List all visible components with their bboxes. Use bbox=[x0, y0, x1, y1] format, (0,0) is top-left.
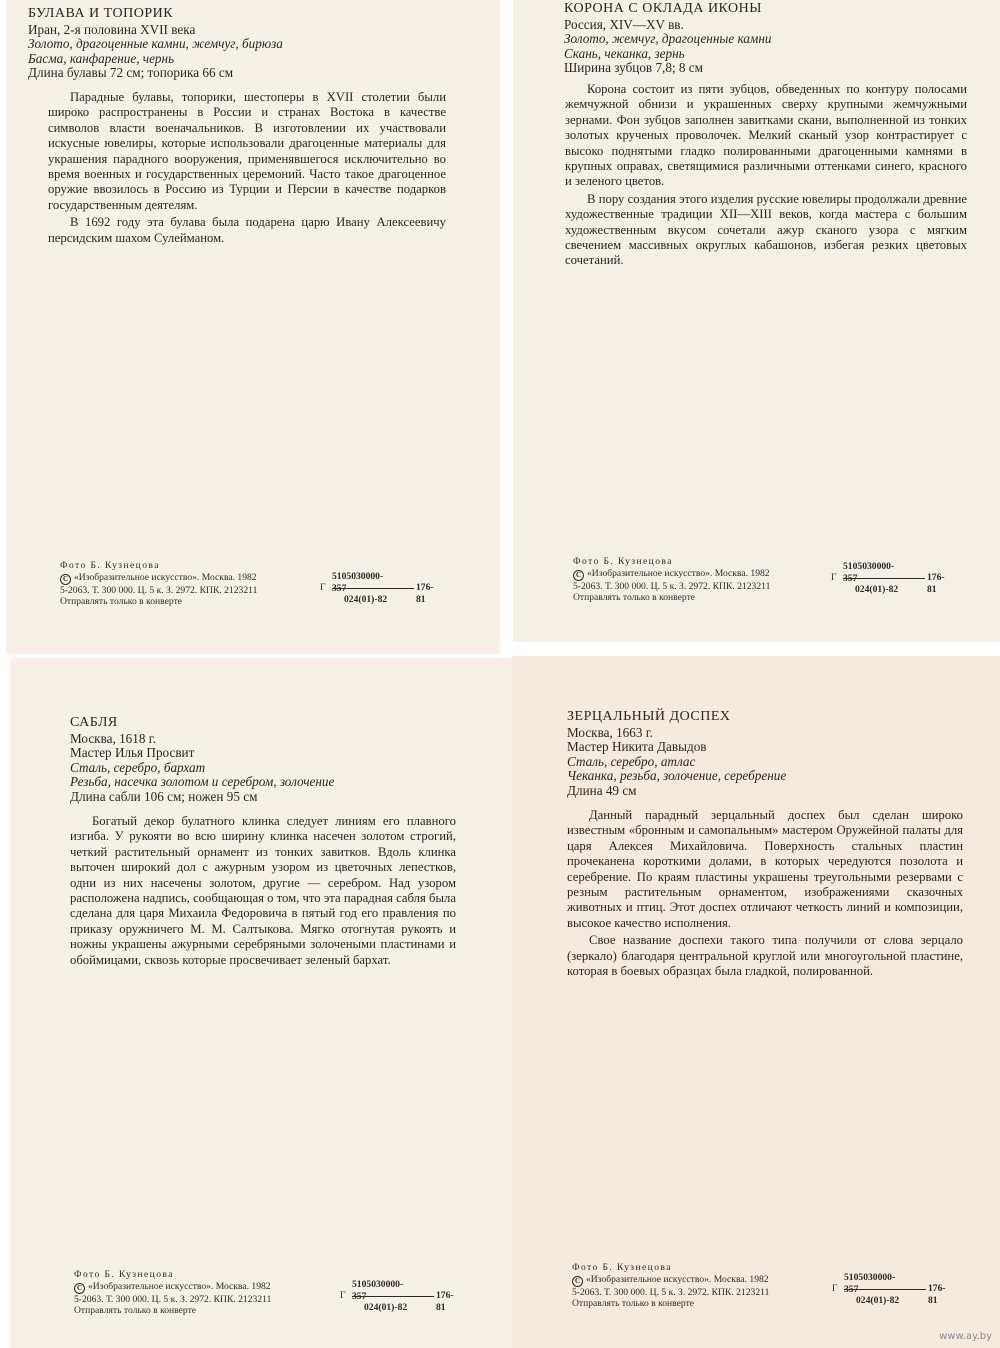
card-size: Длина булавы 72 см; топорика 66 см bbox=[28, 65, 234, 81]
photo-credit: Фото Б. Кузнецова bbox=[573, 556, 673, 567]
copyright-icon: C bbox=[60, 574, 71, 585]
description-paragraph: Парадные булавы, топорики, шестоперы в XVII столетии были широко распространены в России и странах Востока в качестве символов власти военачальников. В изготовлении их участвовали искусные ювелиры, которые использовали драгоценные материалы для украшения парадного вооружения, применявшегося исключительно во время военных и государственных церемоний. Часто такое драгоценное оружие ввозилось в Россию из Турции и Персии в качестве подарков государственным деятелям. bbox=[48, 90, 446, 212]
watermark: www.ay.by bbox=[939, 1331, 992, 1342]
card-technique: Резьба, насечка золотом и серебром, золочение bbox=[70, 774, 335, 790]
card-origin: Москва, 1618 г. bbox=[70, 730, 156, 746]
card-description bbox=[565, 82, 967, 269]
card-materials: Золото, жемчуг, драгоценные камни bbox=[564, 31, 772, 47]
print-info: 5-2063. Т. 300 000. Ц. 5 к. З. 2972. КПК. 2123211 bbox=[573, 580, 771, 592]
card-description bbox=[70, 814, 456, 968]
card-description bbox=[48, 90, 446, 246]
postcard-sabre: САБЛЯ Москва, 1618 г. Мастер Илья Просвит Сталь, серебро, бархат Резьба, насечка золотом и серебром, золочение Длина сабли 106 см; ножен 95 см Богатый декор булатного клинка следует линиям его плавного изгиба. У рукояти во всю ширину клинка насечен золотом строгий, четкий растительный орнамент из тонких завитков. Вдоль клинка выточен широкий дол с ажурным узором из цветочных лепестков, одни из них насечены золотом, другие — серебром. Над узором расположена надпись, сообщающая о том, что эта парадная сабля была сделана для царя Михаила Федоровича в пятый год его правления по приказу оружничего М. М. Салтыкова. Мягко отогнутая рукоять и ножны украшены ажурными серебряными золочеными пластинами и обоймицами, сквозь которые просвечивает зеленый бархат. Фото Б. Кузнецова C «Изобразительное искусство». Москва. 1982 5-2063. Т. 300 000. Ц. 5 к. З. 2972. КПК. 2123211 Отправлять только в конверте Г 5105030000-357 176-81 024(01)-82 bbox=[10, 658, 516, 1348]
card-master: Мастер Никита Давыдов bbox=[567, 739, 707, 755]
description-paragraph: Свое название доспехи такого типа получили от слова зерцало (зеркало) благодаря центральной круглой или многоугольной пластине, которая в боевых образцах была гладкой, полированной. bbox=[567, 933, 963, 979]
description-paragraph: Данный парадный зерцальный доспех был сделан широко известным «бронным и самопальным» мастером Оружейной палаты для царя Алексея Михайловича. Поверхность стальных пластин прочеканена короткими долами, в которых чередуются позолота и серебрение. По краям пластины украшены треугольными резервами с резным растительным орнаментом, изображениями сказочных животных и птиц. Этот доспех отличают четкость линий и композиции, высокое качество исполнения. bbox=[567, 808, 963, 930]
card-materials: Сталь, серебро, бархат bbox=[70, 759, 206, 775]
photo-credit: Фото Б. Кузнецова bbox=[60, 560, 160, 571]
card-size: Ширина зубцов 7,8; 8 см bbox=[564, 60, 703, 76]
card-technique: Скань, чеканка, зернь bbox=[564, 45, 685, 61]
photo-credit: Фото Б. Кузнецова bbox=[572, 1262, 672, 1273]
photo-credit: Фото Б. Кузнецова bbox=[74, 1269, 174, 1280]
postcard-icon-crown: КОРОНА С ОКЛАДА ИКОНЫ Россия, XIV—XV вв. Золото, жемчуг, драгоценные камни Скань, чеканка, зернь Ширина зубцов 7,8; 8 см Корона состоит из пяти зубцов, обведенных по контуру полосами жемчужной обнизи и украшенных сверху крупными жемчужными зернами. Фон зубцов заполнен завитками скани, выполненной из тонких золотых крученых проволочек. Мелкий сканый узор контрастирует с высоко поднятыми гладко полированными драгоценными камнями в крупных оправах, светящимися различными оттенками синего, красного и зеленого цветов. В пору создания этого изделия русские ювелиры продолжали древние художественные традиции XII—XIII веков, когда мастера с большим художественным вкусом сочетали ажур сканого узора с мягким свечением массивных округлых кабашонов, избегая резких цветовых сочетаний. Фото Б. Кузнецова C «Изобразительное искусство». Москва. 1982 5-2063. Т. 300 000. Ц. 5 к. З. 2972. КПК. 2123211 Отправлять только в конверте Г 5105030000-357 176-81 024(01)-82 bbox=[513, 0, 1000, 642]
copyright-line: C «Изобразительное искусство». Москва. 1982 bbox=[573, 568, 770, 581]
copyright-line: C «Изобразительное искусство». Москва. 1982 bbox=[572, 1274, 769, 1287]
card-origin: Россия, XIV—XV вв. bbox=[564, 16, 684, 32]
description-paragraph: Корона состоит из пяти зубцов, обведенных по контуру полосами жемчужной обнизи и украшенных сверху крупными жемчужными зернами. Фон зубцов заполнен завитками скани, выполненной из тонких золотых крученых проволочек. Мелкий сканый узор контрастирует с высоко поднятыми гладко полированными драгоценными камнями в крупных оправах, светящимися различными оттенками синего, красного и зеленого цветов. bbox=[565, 82, 967, 189]
description-paragraph: В 1692 году эта булава была подарена царю Ивану Алексеевичу персидским шахом Сулейманом. bbox=[48, 215, 446, 245]
copyright-line: C «Изобразительное искусство». Москва. 1982 bbox=[60, 572, 257, 585]
copyright-icon: C bbox=[74, 1283, 85, 1294]
print-info: 5-2063. Т. 300 000. Ц. 5 к. З. 2972. КПК. 2123211 bbox=[572, 1286, 770, 1298]
card-materials: Золото, драгоценные камни, жемчуг, бирюза bbox=[28, 36, 283, 52]
copyright-line: C «Изобразительное искусство». Москва. 1982 bbox=[74, 1281, 271, 1294]
postcard-mirror-armour: ЗЕРЦАЛЬНЫЙ ДОСПЕХ Москва, 1663 г. Мастер Никита Давыдов Сталь, серебро, атлас Чеканка, резьба, золочение, серебрение Длина 49 см Данный парадный зерцальный доспех был сделан широко известным «бронным и самопальным» мастером Оружейной палаты для царя Алексея Михайловича. Поверхность стальных пластин прочеканена короткими долами, в которых чередуются позолота и серебрение. По краям пластины украшены треугольными резервами с резным растительным орнаментом, изображениями сказочных животных и птиц. Этот доспех отличают четкость линий и композиции, высокое качество исполнения. Свое название доспехи такого типа получили от слова зерцало (зеркало) благодаря центральной круглой или многоугольной пластине, которая в боевых образцах была гладкой, полированной. Фото Б. Кузнецова C «Изобразительное искусство». Москва. 1982 5-2063. Т. 300 000. Ц. 5 к. З. 2972. КПК. 2123211 Отправлять только в конверте Г 5105030000-357 176-81 024(01)-82 bbox=[512, 656, 1000, 1348]
copyright-icon: C bbox=[572, 1276, 583, 1287]
imprint-block bbox=[74, 1269, 271, 1317]
envelope-note: Отправлять только в конверте bbox=[572, 1298, 695, 1310]
card-header bbox=[567, 710, 987, 799]
card-title: САБЛЯ bbox=[70, 715, 118, 730]
envelope-note: Отправлять только в конверте bbox=[573, 592, 696, 604]
card-materials: Сталь, серебро, атлас bbox=[567, 753, 696, 769]
print-info: 5-2063. Т. 300 000. Ц. 5 к. З. 2972. КПК. 2123211 bbox=[60, 584, 258, 596]
print-info: 5-2063. Т. 300 000. Ц. 5 к. З. 2972. КПК. 2123211 bbox=[74, 1293, 272, 1305]
copyright-icon: C bbox=[573, 570, 584, 581]
description-paragraph: В пору создания этого изделия русские ювелиры продолжали древние художественные традиции XII—XIII веков, когда мастера с большим художественным вкусом сочетали ажур сканого узора с мягким свечением массивных округлых кабашонов, избегая резких цветовых сочетаний. bbox=[565, 191, 967, 268]
card-master: Мастер Илья Просвит bbox=[70, 745, 195, 761]
card-header bbox=[564, 2, 994, 76]
card-title: ЗЕРЦАЛЬНЫЙ ДОСПЕХ bbox=[567, 709, 731, 724]
card-size: Длина 49 см bbox=[567, 782, 637, 798]
imprint-block bbox=[573, 556, 770, 604]
envelope-note: Отправлять только в конверте bbox=[74, 1305, 197, 1317]
card-header bbox=[28, 7, 488, 81]
card-title: БУЛАВА И ТОПОРИК bbox=[28, 6, 174, 21]
imprint-block bbox=[572, 1262, 769, 1310]
card-origin: Иран, 2-я половина XVII века bbox=[28, 21, 196, 37]
card-header bbox=[70, 716, 500, 805]
card-size: Длина сабли 106 см; ножен 95 см bbox=[70, 788, 258, 804]
envelope-note: Отправлять только в конверте bbox=[60, 596, 183, 608]
card-description bbox=[567, 808, 963, 979]
postcard-mace-and-axe: БУЛАВА И ТОПОРИК Иран, 2-я половина XVII века Золото, драгоценные камни, жемчуг, бирюза Басма, канфарение, чернь Длина булавы 72 см; топорика 66 см Парадные булавы, топорики, шестоперы в XVII столетии были широко распространены в России и странах Востока в качестве символов власти военачальников. В изготовлении их участвовали искусные ювелиры, которые использовали драгоценные материалы для украшения парадного вооружения, применявшегося исключительно во время военных и государственных церемоний. Часто такое драгоценное оружие ввозилось в Россию из Турции и Персии в качестве подарков государственным деятелям. В 1692 году эта булава была подарена царю Ивану Алексеевичу персидским шахом Сулейманом. Фото Б. Кузнецова C «Изобразительное искусство». Москва. 1982 5-2063. Т. 300 000. Ц. 5 к. З. 2972. КПК. 2123211 Отправлять только в конверте Г 5105030000-357 176-81 024(01)-82 bbox=[6, 0, 500, 654]
card-title: КОРОНА С ОКЛАДА ИКОНЫ bbox=[564, 1, 762, 16]
card-origin: Москва, 1663 г. bbox=[567, 724, 653, 740]
imprint-block bbox=[60, 560, 257, 608]
card-technique: Басма, канфарение, чернь bbox=[28, 50, 175, 66]
description-paragraph: Богатый декор булатного клинка следует линиям его плавного изгиба. У рукояти во всю ширину клинка насечен золотом строгий, четкий растительный орнамент из тонких завитков. Вдоль клинка выточен широкий дол с ажурным узором из цветочных лепестков, одни из них насечены золотом, другие — серебром. Над узором расположена надпись, сообщающая о том, что эта парадная сабля была сделана для царя Михаила Федоровича в пятый год его правления по приказу оружничего М. М. Салтыкова. Мягко отогнутая рукоять и ножны украшены ажурными серебряными золочеными пластинами и обоймицами, сквозь которые просвечивает зеленый бархат. bbox=[70, 814, 456, 967]
card-technique: Чеканка, резьба, золочение, серебрение bbox=[567, 768, 787, 784]
